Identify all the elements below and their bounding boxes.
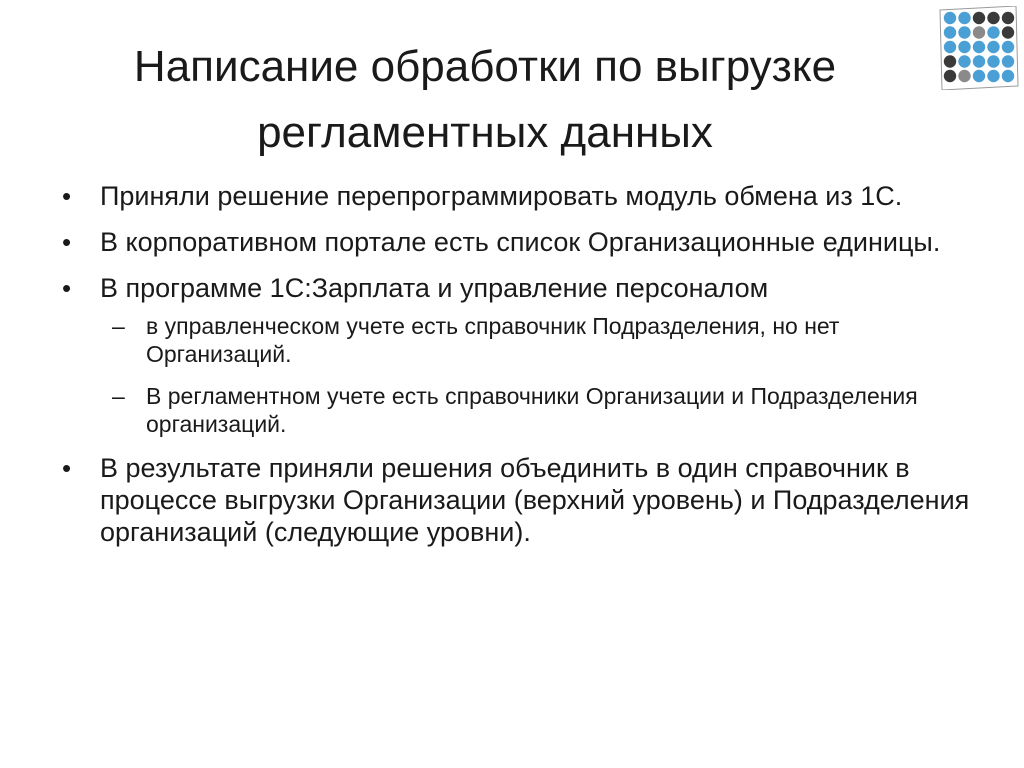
slide-title-line-1: Написание обработки по выгрузке (133, 42, 837, 91)
list-item-text: Приняли решение перепрограммировать модуль обмена из 1С. (100, 181, 903, 211)
list-item-text: В программе 1С:Зарплата и управление персоналом (100, 273, 769, 303)
sub-list-item-text: В регламентном учете есть справочники Организации и Подразделения организаций. (146, 383, 918, 437)
slide-title (40, 34, 930, 166)
list-item (60, 180, 980, 212)
list-item-text: В результате приняли решения объединить в один справочник в процессе выгрузки Организации (верхний уровень) и Подразделения организаций (следующие уровни). (100, 453, 970, 547)
slide-title-line-2: регламентных данных (257, 108, 713, 157)
bullet-marker: • (62, 273, 72, 303)
list-item (60, 226, 980, 258)
bullet-marker: • (62, 227, 72, 257)
dash-marker: – (112, 313, 125, 339)
sub-list-item (60, 312, 980, 368)
list-item-text: В корпоративном портале есть список Организационные единицы. (100, 227, 941, 257)
list-item (60, 272, 980, 304)
list-item (60, 452, 980, 548)
dash-marker: – (112, 383, 125, 409)
bullet-marker: • (62, 453, 72, 483)
bullet-marker: • (62, 181, 72, 211)
bullet-list (60, 180, 980, 562)
dot-grid-logo-icon (936, 6, 1020, 90)
sub-list-item (60, 382, 980, 438)
sub-list-item-text: в управленческом учете есть справочник Подразделения, но нет Организаций. (146, 313, 840, 367)
